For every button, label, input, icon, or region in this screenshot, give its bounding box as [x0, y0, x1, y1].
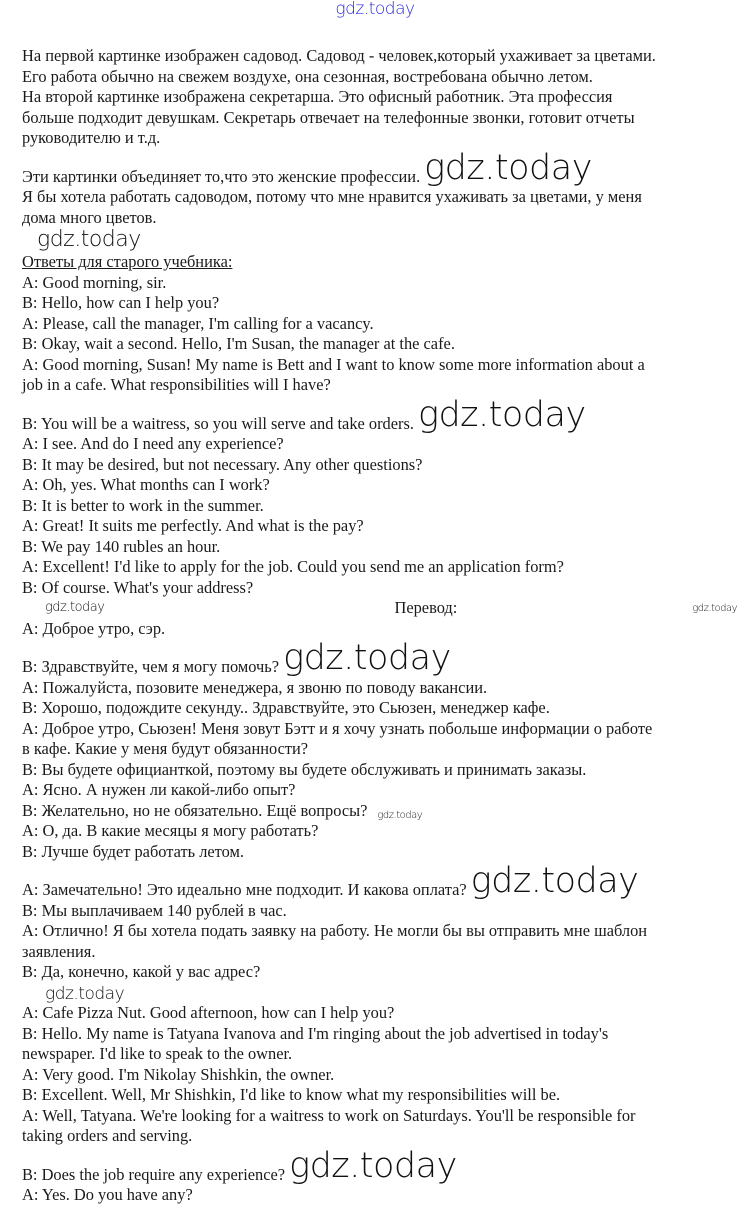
- text-line: больше подходит девушкам. Секретарь отвечает на телефонные звонки, готовит отчеты: [22, 107, 635, 127]
- dialogue-line-with-watermark: [22, 639, 747, 678]
- dialogue-line: B: It is better to work in the summer.: [22, 495, 264, 515]
- watermark: gdz.today: [424, 147, 592, 188]
- dialogue-line: А: Пожалуйста, позовите менеджера, я звоню по поводу вакансии.: [22, 677, 488, 697]
- dialogue-line: B: Okay, wait a second. Hello, I'm Susan, the manager at the cafe.: [22, 334, 455, 354]
- dialogue-line-with-watermark: [22, 801, 747, 822]
- dialogue-line: A: Excellent! I'd like to apply for the job. Could you send me an application form?: [22, 557, 564, 577]
- dialogue-1-english: [22, 273, 747, 599]
- text-line: руководителю и т.д.: [22, 128, 161, 147]
- dialogue-line: А: Доброе утро, Сьюзен! Меня зовут Бэтт и я хочу узнать побольше информации о работе: [22, 718, 653, 738]
- dialogue-1-russian: [22, 619, 747, 1004]
- text-line: На второй картинке изображена секретарша. Это офисный работник. Эта профессия: [22, 87, 613, 106]
- document-body: [22, 20, 747, 1226]
- dialogue-line: A: Cafe Pizza Nut. Good afternoon, how can I help you?: [22, 1003, 395, 1023]
- dialogue-line: A: Good morning, Susan! My name is Bett and I want to know some more information about a: [22, 354, 645, 374]
- dialogue-line: В: Лучше будет работать летом.: [22, 841, 244, 861]
- dialogue-line: A: I see. And do I need any experience?: [22, 434, 284, 454]
- intro-paragraphs: [22, 46, 747, 252]
- text-line: дома много цветов.: [22, 207, 157, 227]
- dialogue-line: B: Hello, how can I help you?: [22, 293, 220, 313]
- watermark-line: [22, 228, 747, 252]
- text-line: Я бы хотела работать садоводом, потому что мне нравится ухаживать за цветами, у меня: [22, 187, 642, 206]
- dialogue-line: B: We pay 140 rubles an hour.: [22, 536, 221, 556]
- dialogue-line: В: Да, конечно, какой у вас адрес?: [22, 962, 261, 982]
- dialogue-line: B: It may be desired, but not necessary. Any other questions?: [22, 454, 423, 474]
- dialogue-line: A: Good morning, sir.: [22, 272, 167, 292]
- dialogue-line: В: Мы выплачиваем 140 рублей в час.: [22, 900, 287, 920]
- watermark: gdz.today: [470, 861, 639, 902]
- watermark-header: gdz.today: [335, 0, 415, 19]
- dialogue-line: заявления.: [22, 941, 96, 961]
- text: B: You will be a waitress, so you will serve and take orders.: [22, 413, 414, 433]
- text: B: Does the job require any experience?: [22, 1164, 286, 1184]
- translation-heading-row: [22, 598, 747, 619]
- dialogue-line: A: Oh, yes. What months can I work?: [22, 475, 270, 495]
- dialogue-line: B: Of course. What's your address?: [22, 577, 254, 597]
- dialogue-line: B: Hello. My name is Tatyana Ivanova and I'm ringing about the job advertised in today's: [22, 1023, 609, 1043]
- dialogue-line: taking orders and serving.: [22, 1126, 193, 1146]
- text: Эти картинки объединяет то,что это женские профессии.: [22, 166, 421, 186]
- dialogue-line: A: Please, call the manager, I'm calling for a vacancy.: [22, 313, 374, 333]
- dialogue-2-english: [22, 1003, 747, 1206]
- watermark-line: [22, 983, 747, 1004]
- dialogue-line: newspaper. I'd like to speak to the owner.: [22, 1044, 293, 1064]
- text: В: Здравствуйте, чем я могу помочь?: [22, 657, 280, 677]
- dialogue-line: В: Вы будете официанткой, поэтому вы будете обслуживать и принимать заказы.: [22, 759, 587, 779]
- watermark: gdz.today: [45, 983, 125, 1004]
- watermark: gdz.today: [377, 810, 423, 822]
- section-heading-old-textbook: Ответы для старого учебника:: [22, 252, 233, 272]
- dialogue-line: А: Доброе утро, сэр.: [22, 618, 166, 638]
- dialogue-line: в кафе. Какие у меня будут обязанности?: [22, 739, 309, 759]
- watermark: gdz.today: [37, 227, 141, 252]
- dialogue-line: А: Ясно. А нужен ли какой-либо опыт?: [22, 780, 296, 800]
- dialogue-line: A: Well, Tatyana. We're looking for a waitress to work on Saturdays. You'll be responsible for: [22, 1105, 636, 1125]
- section-heading-translation: Перевод:: [394, 598, 458, 618]
- dialogue-line: В: Хорошо, подождите секунду.. Здравствуйте, это Сьюзен, менеджер кафе.: [22, 698, 550, 718]
- dialogue-line: A: Great! It suits me perfectly. And what is the pay?: [22, 516, 364, 536]
- watermark: gdz.today: [45, 600, 105, 616]
- watermark: gdz.today: [289, 1145, 457, 1186]
- watermark: gdz.today: [692, 602, 737, 614]
- dialogue-line-with-watermark: [22, 1147, 747, 1186]
- watermark: gdz.today: [283, 638, 451, 679]
- text-line-with-watermark: [22, 149, 747, 188]
- text-line: На первой картинке изображен садовод. Садовод - человек,который ухаживает за цветами.: [22, 46, 656, 65]
- dialogue-line: A: Very good. I'm Nikolay Shishkin, the owner.: [22, 1064, 335, 1084]
- dialogue-line: А: Отлично! Я бы хотела подать заявку на работу. Не могли бы вы отправить мне шаблон: [22, 921, 648, 941]
- watermark: gdz.today: [417, 394, 586, 435]
- dialogue-line-with-watermark: [22, 862, 747, 901]
- dialogue-line: A: Yes. Do you have any?: [22, 1185, 193, 1205]
- dialogue-line-with-watermark: [22, 396, 747, 435]
- dialogue-line: А: О, да. В какие месяцы я могу работать?: [22, 821, 319, 841]
- text-line: Его работа обычно на свежем воздухе, она сезонная, востребована обычно летом.: [22, 66, 593, 86]
- text: В: Желательно, но не обязательно. Ещё вопросы?: [22, 800, 368, 820]
- text: А: Замечательно! Это идеально мне подходит. И какова оплата?: [22, 880, 467, 900]
- dialogue-line: job in a cafe. What responsibilities will I have?: [22, 375, 331, 395]
- dialogue-line: B: Excellent. Well, Mr Shishkin, I'd like to know what my responsibilities will be.: [22, 1085, 561, 1105]
